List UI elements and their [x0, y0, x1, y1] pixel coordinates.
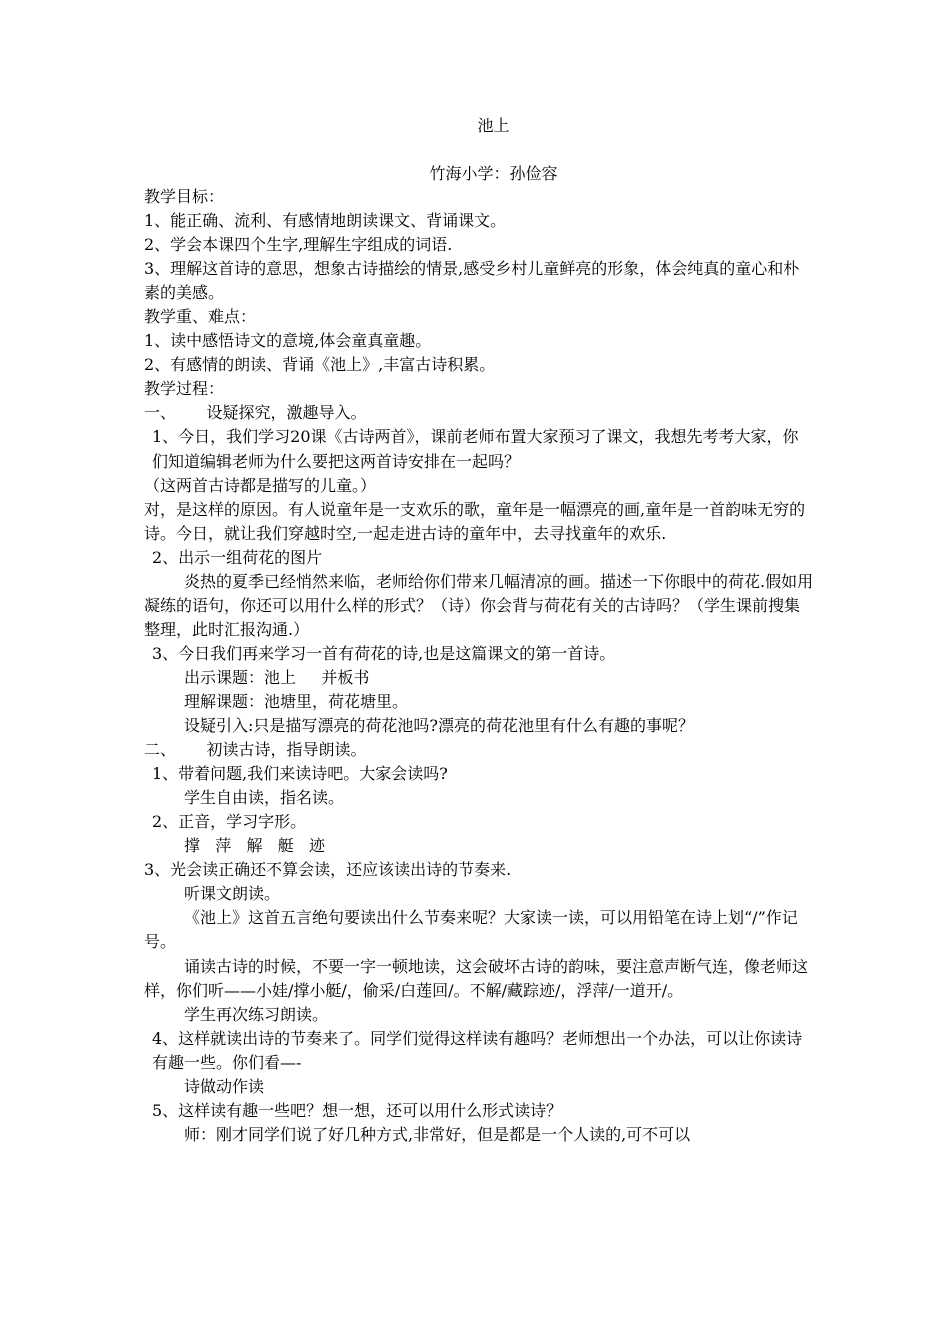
paragraph: 撑 萍 解 艇 迹 — [184, 836, 326, 856]
paragraph: 5、这样读有趣一些吧？想一想，还可以用什么形式读诗？ — [152, 1100, 563, 1120]
paragraph: 教学目标： — [144, 187, 225, 206]
paragraph: 2、正音，学习字形。 — [152, 812, 307, 832]
paragraph: 二、 初读古诗，指导朗读。 — [144, 740, 367, 760]
paragraph: 3、理解这首诗的意思，想象古诗描绘的情景,感受乡村儿童鲜亮的形象，体会纯真的童心和朴素的美感。 — [144, 259, 800, 303]
paragraph: 2、出示一组荷花的图片 — [152, 547, 323, 567]
document-body — [144, 185, 814, 1147]
document-title: 池上 — [477, 116, 510, 135]
paragraph: 师：刚才同学们说了好几种方式,非常好，但是都是一个人读的,可不可以 — [184, 1124, 691, 1144]
paragraph: 诵读古诗的时候，不要一字一顿地读，这会破坏古诗的韵味，要注意声断气连，像老师这样，你们听——小娃/撑小艇/，偷采/白莲回/。不解/藏踪迹/，浮萍/一道开/。 — [144, 956, 809, 1000]
paragraph: 一、 设疑探究，激趣导入。 — [144, 403, 367, 423]
paragraph: 教学过程： — [144, 379, 225, 399]
paragraph: 听课文朗读。 — [184, 884, 281, 904]
paragraph: 2、学会本课四个生字,理解生字组成的词语. — [144, 235, 453, 255]
paragraph: 1、能正确、流利、有感情地朗读课文、背诵课文。 — [144, 211, 507, 231]
paragraph: 炎热的夏季已经悄然来临，老师给你们带来几幅清凉的画。描述一下你眼中的荷花.假如用凝练的语句，你还可以用什么样的形式？（诗）你会背与荷花有关的古诗吗？（学生课前搜集整理，此时汇报沟通.） — [144, 571, 814, 639]
paragraph: 学生自由读，指名读。 — [184, 788, 345, 808]
document-author: 竹海小学：孙俭容 — [429, 164, 558, 183]
paragraph: 设疑引入:只是描写漂亮的荷花池吗?漂亮的荷花池里有什么有趣的事呢？ — [184, 716, 694, 736]
paragraph: 1、带着问题,我们来读诗吧。大家会读吗? — [152, 764, 448, 784]
paragraph: 对，是这样的原因。有人说童年是一支欢乐的歌，童年是一幅漂亮的画,童年是一首韵味无穷的诗。今日，就让我们穿越时空,一起走进古诗的童年中，去寻找童年的欢乐. — [144, 499, 806, 543]
paragraph: 理解课题：池塘里，荷花塘里。 — [184, 691, 409, 711]
paragraph: 3、光会读正确还不算会读，还应该读出诗的节奏来. — [144, 860, 512, 880]
paragraph: 诗做动作读 — [184, 1076, 265, 1096]
paragraph: 学生再次练习朗读。 — [184, 1004, 329, 1024]
paragraph: 3、今日我们再来学习一首有荷花的诗,也是这篇课文的第一首诗。 — [152, 643, 616, 663]
paragraph: 《池上》这首五言绝句要读出什么节奏来呢？大家读一读，可以用铅笔在诗上划“/”作记号。 — [144, 908, 798, 952]
paragraph: 1、今日，我们学习20课《古诗两首》，课前老师布置大家预习了课文，我想先考考大家，你们知道编辑老师为什么要把这两首诗安排在一起吗？ — [152, 427, 799, 471]
paragraph: 4、这样就读出诗的节奏来了。同学们觉得这样读有趣吗？老师想出一个办法，可以让你读诗有趣一些。你们看—- — [152, 1028, 803, 1072]
paragraph: 教学重、难点： — [144, 307, 257, 327]
paragraph: 2、有感情的朗读、背诵《池上》,丰富古诗积累。 — [144, 355, 496, 375]
paragraph: 出示课题：池上 并板书 — [184, 667, 370, 687]
paragraph: 1、读中感悟诗文的意境,体会童真童趣。 — [144, 331, 432, 351]
paragraph: （这两首古诗都是描写的儿童。） — [144, 475, 377, 495]
